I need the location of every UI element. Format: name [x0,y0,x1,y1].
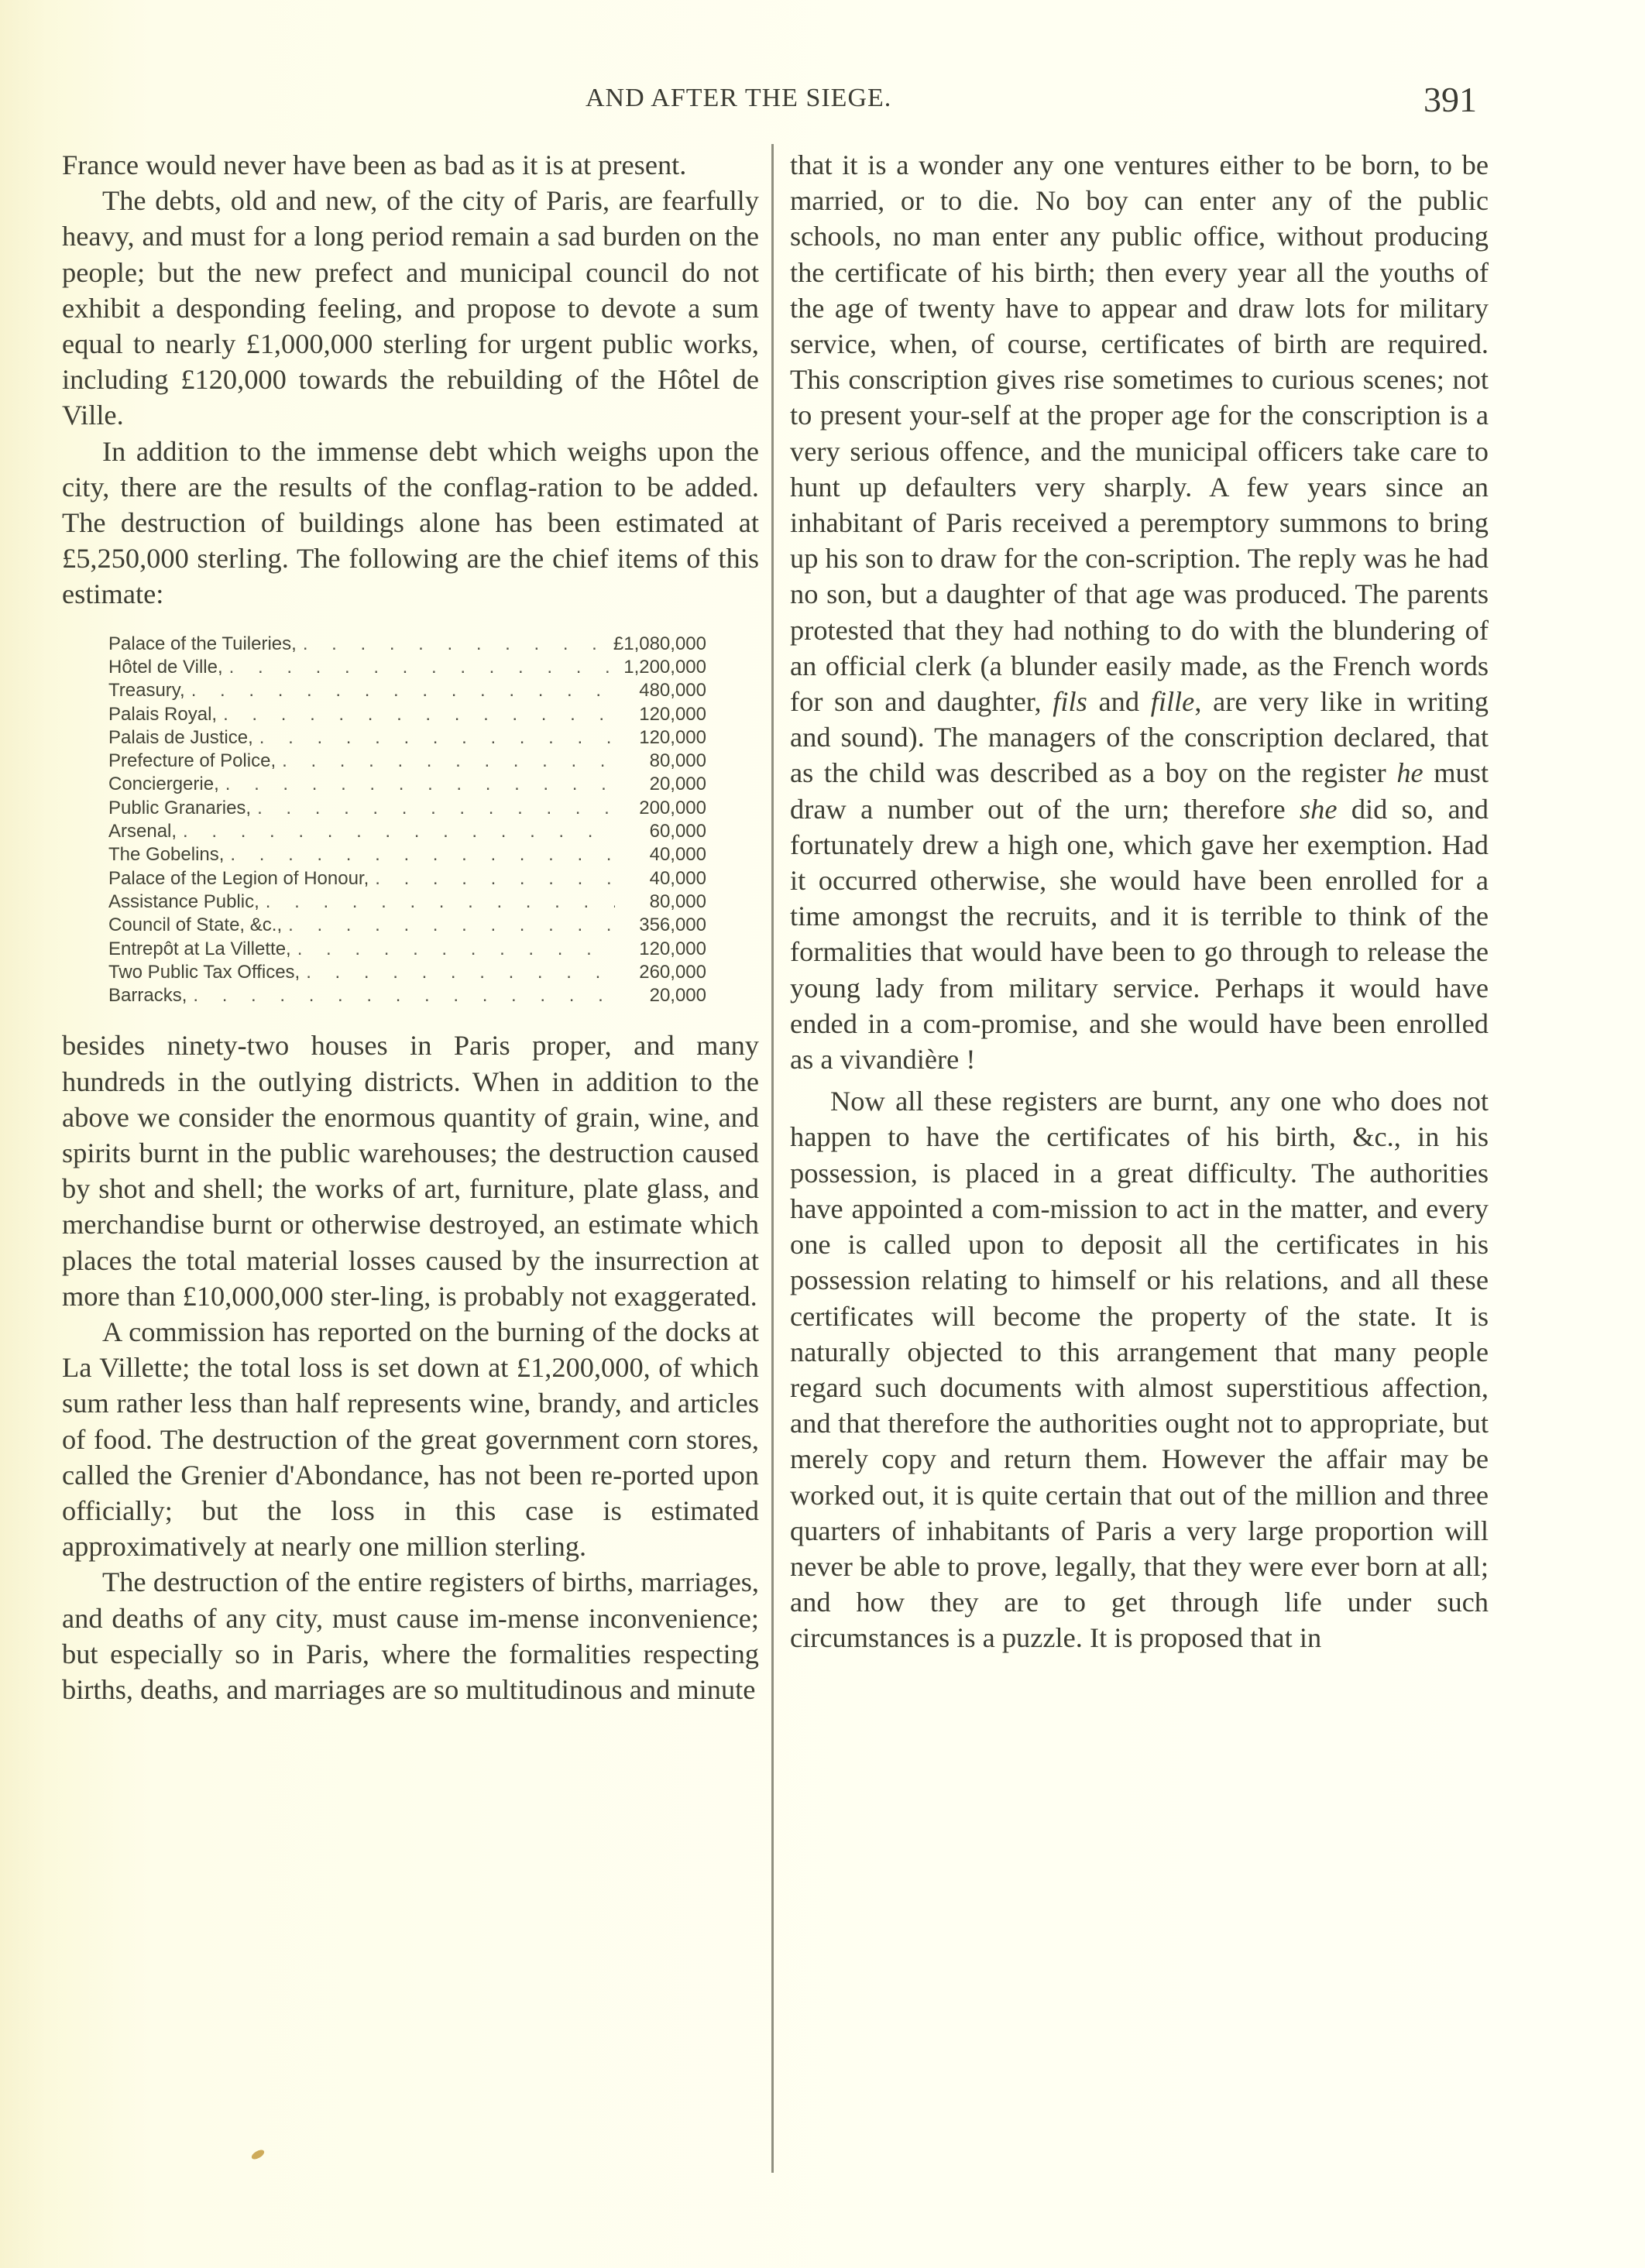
table-row [108,726,706,750]
text-run: did so, and fortunately drew a high one, which gave her exemption. Had it occurred otherwise, she would have been enrolled for a time amongst the recruits, and it is terrible to think of the formalities that would have been to go through to release the young lady from military service. Perhaps it would have ended in a com-promise, and she would have been enrolled as a vivandière ! [790,793,1489,1076]
estimate-table [108,633,706,1008]
item-name: Public Granaries, [108,797,252,818]
item-amount: 356,000 [639,914,706,936]
item-name: The Gobelins, [108,844,225,866]
dot-leader [183,820,615,843]
paragraph-debts: The debts, old and new, of the city of Paris, are fearfully heavy, and must for a long period remain a sad burden on the people; but the new prefect and municipal council do not exhibit a desponding feeling, and propose to devote a sum equal to nearly £1,000,000 sterling for urgent public works, including £120,000 towards the rebuilding of the Hôtel de Ville. [62,185,759,431]
paragraph-registers-burnt: Now all these registers are burnt, any one who does not happen to have the certificates of his birth, &c., in his possession, is placed in a great difficulty. The authorities have appointed a com-mission to act in the matter, and every one is called upon to deposit all the certificates in his possession relating to himself or his relations, and all these certificates will become the property of the state. It is naturally objected to this arrangement that many people regard such documents with almost superstitious affection, and that therefore the authorities ought not to appropriate, but merely copy and return them. However the affair may be worked out, it is quite certain that out of the million and three quarters of inhabitants of Paris a very large proportion will never be able to prove, legally, that they were ever born at all; and how they are to get through life under such circumstances is a puzzle. It is proposed that in [790,1086,1489,1654]
item-amount: 80,000 [649,750,706,772]
item-name: Treasury, [108,680,185,702]
item-amount: 260,000 [639,961,706,983]
table-row [108,938,706,961]
table-row [108,797,706,820]
paper-stain [250,2148,266,2161]
table-row [108,890,706,914]
page-number: 391 [1423,80,1477,119]
item-name: Conciergerie, [108,774,219,795]
item-name: Barracks, [108,985,187,1007]
table-row [108,750,706,773]
item-name: Two Public Tax Offices, [108,961,300,983]
table-row [108,820,706,843]
italic-fils: fils [1053,686,1087,718]
item-name: Prefecture of Police, [108,750,276,772]
dot-leader [266,890,615,914]
dot-leader [257,797,615,820]
item-amount: 20,000 [649,774,706,795]
running-head [0,80,1645,130]
table-row [108,961,706,984]
item-amount: 120,000 [639,938,706,959]
dot-leader [303,633,607,656]
item-amount: £1,080,000 [613,633,706,654]
dot-leader [297,938,615,961]
item-amount: 60,000 [649,821,706,842]
dot-leader [229,656,615,679]
item-name: Palais de Justice, [108,726,253,748]
table-row [108,914,706,937]
table-row [108,773,706,796]
item-name: Assistance Public, [108,890,259,912]
dot-leader [191,679,615,702]
italic-he: he [1396,757,1423,789]
text-run: must draw a number out of the urn; therefore [790,757,1489,825]
dot-leader [375,867,615,890]
item-name: Arsenal, [108,821,177,842]
item-amount: 20,000 [649,985,706,1007]
table-row [108,984,706,1007]
paragraph-conscription [790,147,1489,1077]
right-column [790,147,1489,1656]
item-name: Entrepôt at La Villette, [108,938,291,959]
text-run: , are very like in writing and sound). The managers of the conscription declared, that as the child was described as a boy on the register [790,686,1489,789]
table-row [108,703,706,726]
item-amount: 120,000 [639,703,706,725]
running-title: AND AFTER THE SIEGE. [586,84,892,112]
paragraph-registers: The destruction of the entire registers of births, marriages, and deaths of any city, must cause im-mense inconvenience; but especially so in Paris, where the formalities respecting births, deaths, and marriages are so multitudinous and minute [62,1566,759,1706]
dot-leader [259,726,615,750]
item-amount: 200,000 [639,797,706,818]
dot-leader [306,961,615,984]
dot-leader [223,703,615,726]
item-amount: 80,000 [649,890,706,912]
item-name: Palais Royal, [108,703,218,725]
table-row [108,867,706,890]
dot-leader [288,914,615,937]
dot-leader [225,773,615,796]
table-row [108,679,706,702]
item-amount: 480,000 [639,680,706,702]
italic-she: she [1299,793,1338,825]
dot-leader [230,843,615,866]
dot-leader [282,750,615,773]
table-row [108,656,706,679]
item-amount: 1,200,000 [623,656,706,678]
text-run: that it is a wonder any one ventures either to be born, to be married, or to die. No boy can enter any of the public schools, no man enter any public office, without producing the certificate of his birth; then every year all the youths of the age of twenty have to appear and draw lots for military service, when, of course, certificates of birth are required. This conscription gives rise sometimes to curious scenes; not to present your-self at the proper age for the conscription is a very serious offence, and the municipal officers take care to hunt up defaulters very sharply. A few years since an inhabitant of Paris received a peremptory summons to bring up his son to draw for the con-scription. The reply was he had no son, but a daughter of that age was produced. The parents protested that they had nothing to do with the blundering of an official clerk (a blunder easily made, as the French words for son and daughter, [790,149,1489,718]
item-name: Palace of the Legion of Honour, [108,867,369,889]
paragraph-conflagration: In addition to the immense debt which weighs upon the city, there are the results of the conflag-ration to be added. The destruction of buildings alone has been estimated at £5,250,000 sterling. The following are the chief items of this estimate: [62,435,759,610]
left-column [62,147,759,1707]
paragraph-continuation: France would never have been as bad as it is at present. [62,149,687,180]
italic-fille: fille [1150,686,1195,718]
table-row [108,843,706,866]
dot-leader [193,984,615,1007]
paragraph-commission: A commission has reported on the burning of the docks at La Villette; the total loss is set down at £1,200,000, of which sum rather less than half represents wine, brandy, and articles of food. The destruction of the great government corn stores, called the Grenier d'Abondance, has not been re-ported upon officially; but the loss in this case is estimated approximatively at nearly one million sterling. [62,1316,759,1563]
item-name: Council of State, &c., [108,914,283,936]
item-name: Palace of the Tuileries, [108,633,297,654]
column-rule [771,144,774,2173]
item-amount: 120,000 [639,726,706,748]
text-run: and [1087,686,1151,718]
paragraph-houses: besides ninety-two houses in Paris proper, and many hundreds in the outlying districts. When in addition to the above we consider the enormous quantity of grain, wine, and spirits burnt in the public warehouses; the destruction caused by shot and shell; the works of art, furniture, plate glass, and merchandise burnt or otherwise destroyed, an estimate which places the total material losses caused by the insurrection at more than £10,000,000 ster-ling, is probably not exaggerated. [62,1030,759,1312]
table-row [108,633,706,656]
item-amount: 40,000 [649,844,706,866]
item-amount: 40,000 [649,867,706,889]
item-name: Hôtel de Ville, [108,656,223,678]
